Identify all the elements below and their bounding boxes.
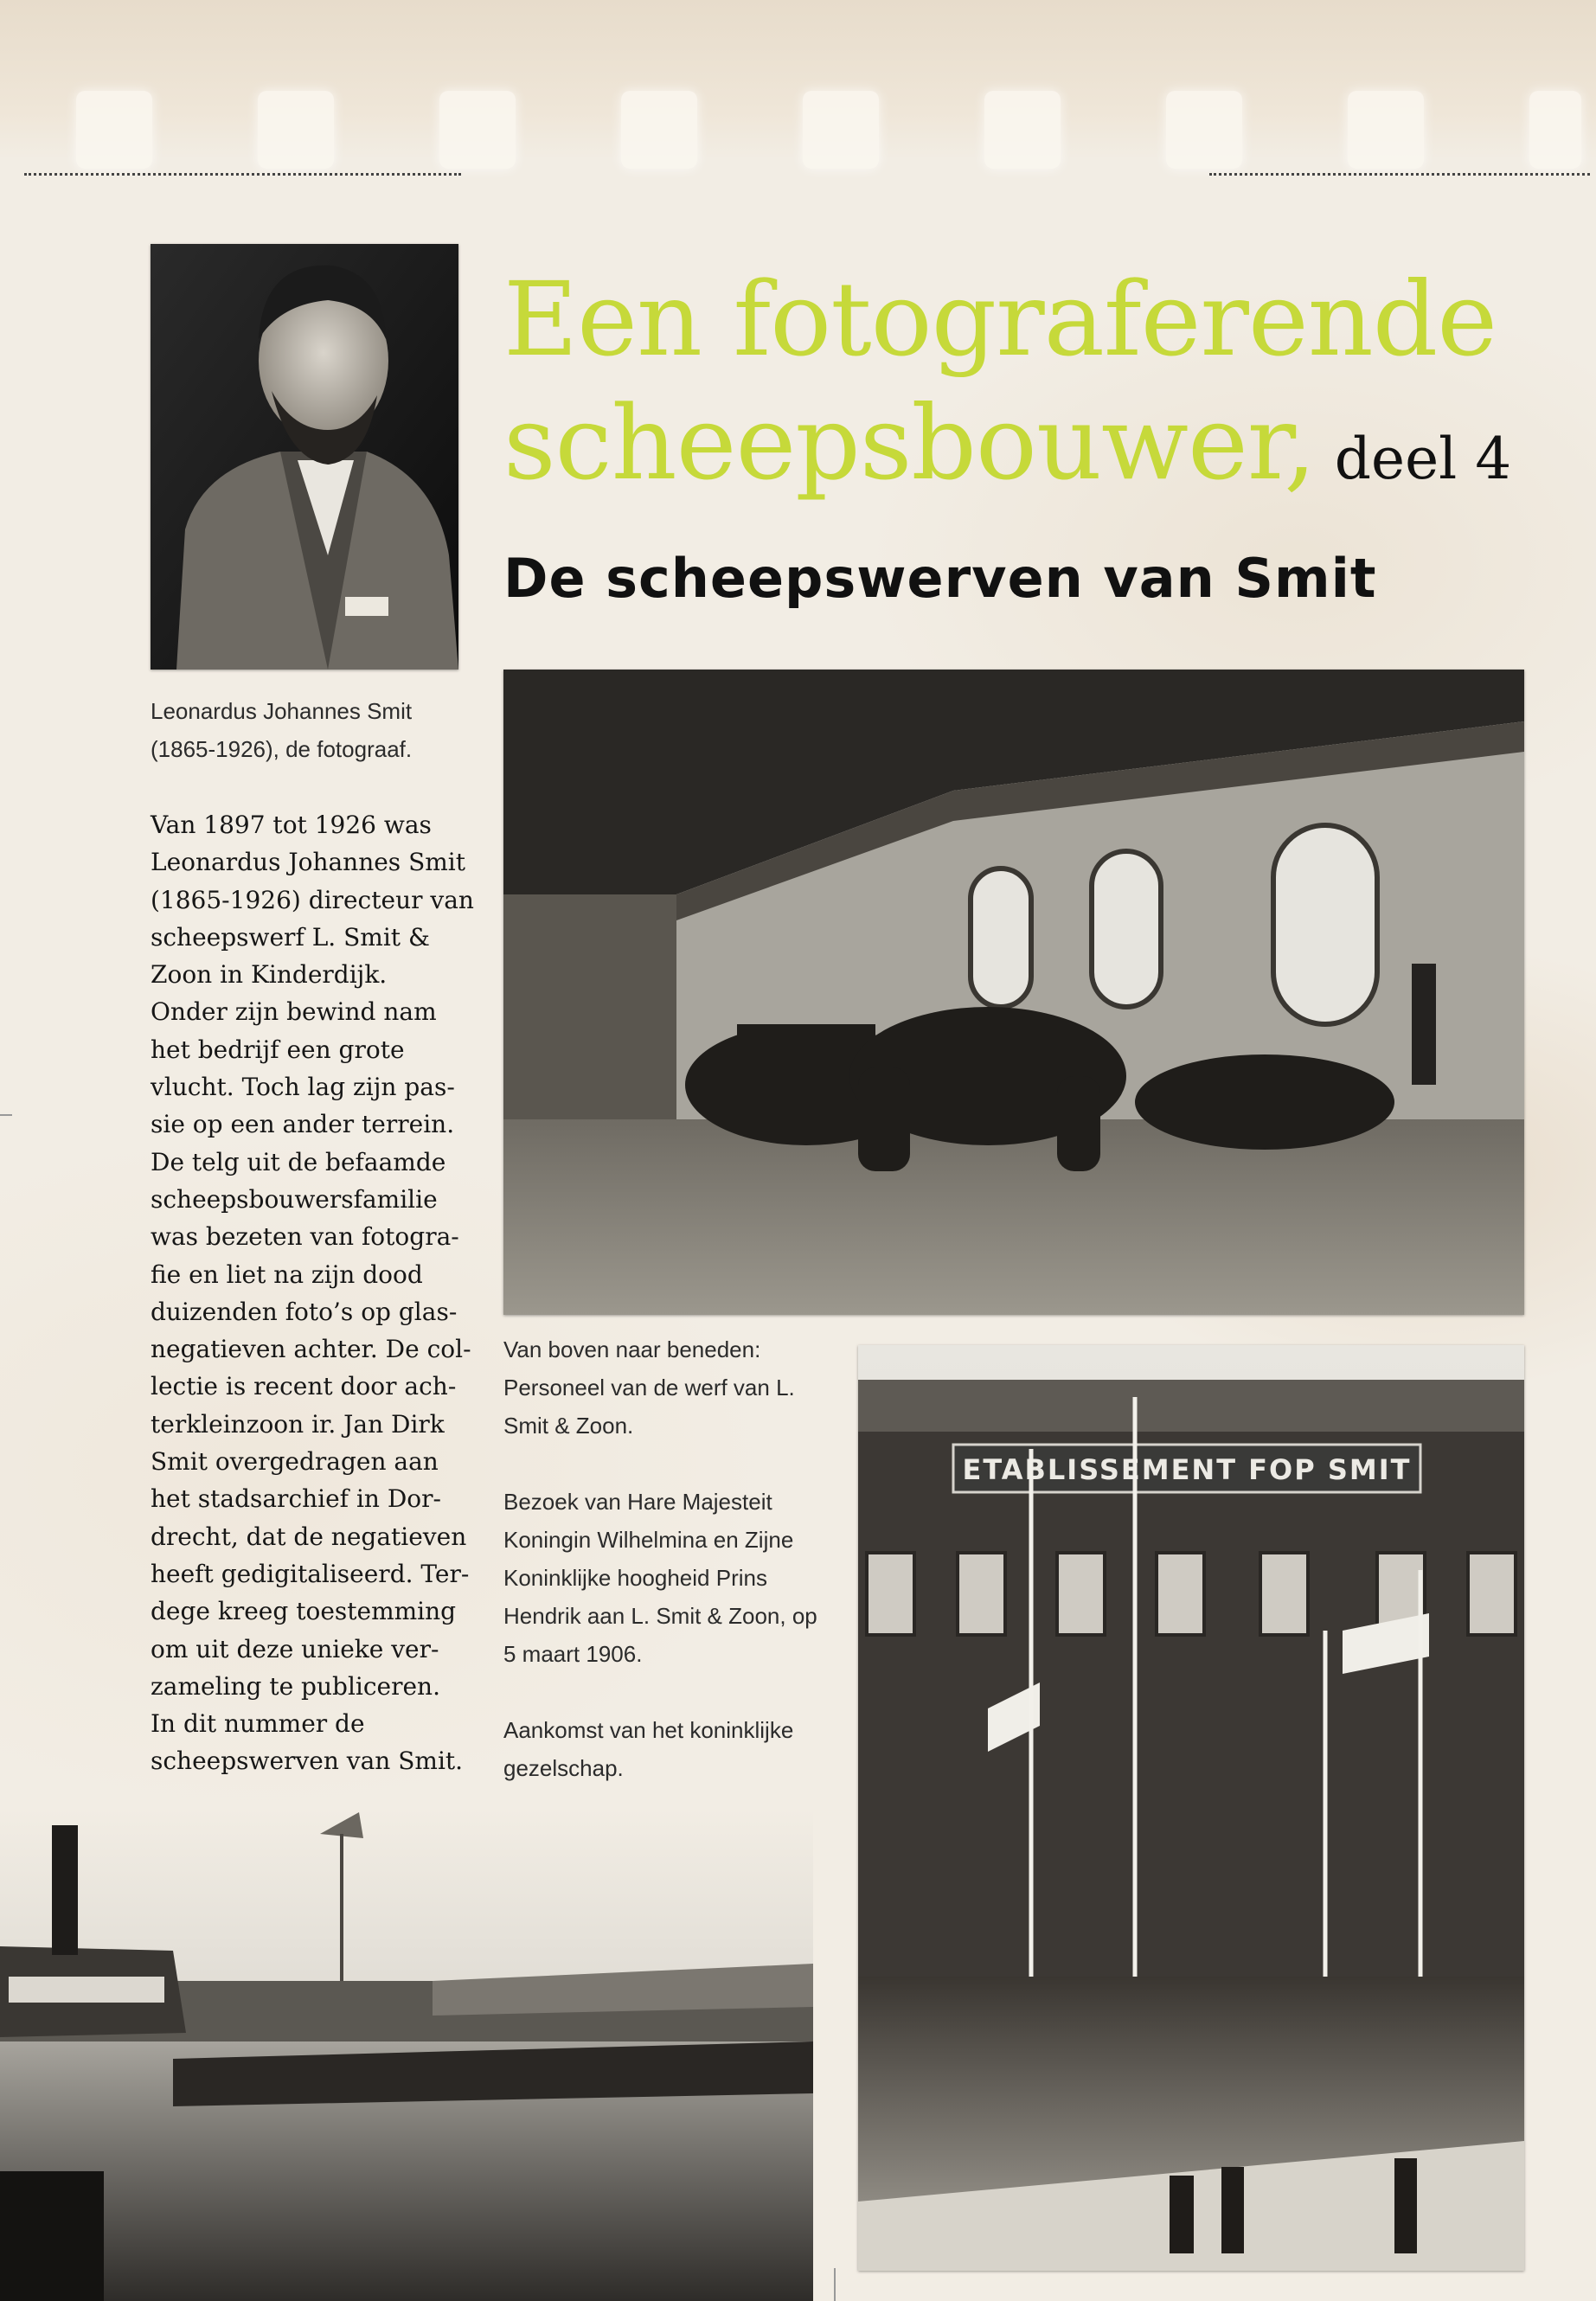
film-perforation <box>1529 91 1581 169</box>
body-line: dege kreeg toestemming <box>151 1597 457 1626</box>
body-line: (1865-1926) directeur van <box>151 885 474 914</box>
body-line: drecht, dat de negatieven <box>151 1522 467 1551</box>
body-line: fie en liet na zijn dood <box>151 1259 423 1289</box>
body-line: Zoon in Kinderdijk. <box>151 960 388 990</box>
film-perforation <box>1166 91 1242 169</box>
caption-line: Koningin Wilhelmina en Zijne <box>503 1527 794 1553</box>
body-line: Van 1897 tot 1926 was <box>151 811 432 839</box>
caption-line: Koninklijke hoogheid Prins <box>503 1565 767 1591</box>
harbour-image <box>0 1808 813 2301</box>
title-line-2: scheepsbouwer, <box>503 383 1316 503</box>
body-line: scheepswerven van Smit. <box>151 1747 464 1776</box>
dotted-rule-right <box>1209 173 1590 176</box>
body-line: Smit overgedragen aan <box>151 1447 439 1477</box>
portrait-image <box>151 244 458 670</box>
body-line: duizenden foto’s op glas- <box>151 1297 458 1326</box>
body-line: Onder zijn bewind nam <box>151 997 437 1027</box>
body-line: heeft gedigitaliseerd. Ter- <box>151 1559 470 1588</box>
film-perforation <box>76 91 152 169</box>
body-line: terkleinzoon ir. Jan Dirk <box>151 1409 445 1439</box>
body-line: De telg uit de befaamde <box>151 1147 446 1176</box>
caption-line: 5 maart 1906. <box>503 1641 643 1667</box>
film-perforation <box>984 91 1061 169</box>
film-perforation <box>439 91 516 169</box>
caption-line: Personeel van de werf van L. <box>503 1375 795 1400</box>
portrait-caption <box>151 692 497 768</box>
photo-captions <box>503 1330 867 1825</box>
film-perforation <box>803 91 879 169</box>
caption-line: Hendrik aan L. Smit & Zoon, op <box>503 1603 817 1629</box>
harbour-photo <box>0 1808 813 2301</box>
title-part-number: deel 4 <box>1334 426 1512 492</box>
caption-block-3 <box>503 1711 867 1787</box>
body-line: het bedrijf een grote <box>151 1035 405 1064</box>
royal-visit-photo <box>858 1345 1524 2271</box>
caption-block-1 <box>503 1330 867 1445</box>
royal-visit-image <box>858 1345 1524 2271</box>
caption-line: Smit & Zoon. <box>503 1413 634 1439</box>
body-line: om uit deze unieke ver- <box>151 1634 439 1663</box>
crop-mark <box>834 2268 836 2301</box>
caption-block-2 <box>503 1483 867 1673</box>
caption-line: Bezoek van Hare Majesteit <box>503 1489 772 1515</box>
shipyard-staff-image <box>503 670 1524 1315</box>
film-perforation <box>1348 91 1424 169</box>
body-line: was bezeten van fotogra- <box>151 1222 459 1252</box>
article-subtitle: De scheepswerven van Smit <box>503 547 1377 610</box>
film-perforation <box>621 91 697 169</box>
body-line: Leonardus Johannes Smit <box>151 848 466 877</box>
caption-line: Van boven naar beneden: <box>503 1336 761 1362</box>
portrait-photo <box>151 244 458 670</box>
body-line: scheepswerf L. Smit & <box>151 922 430 952</box>
building-sign-text: ETABLISSEMENT FOP SMIT <box>962 1453 1412 1486</box>
body-line: zameling te publiceren. <box>151 1671 440 1701</box>
caption-line: Aankomst van het koninklijke <box>503 1717 794 1743</box>
body-line: vlucht. Toch lag zijn pas- <box>151 1073 455 1102</box>
body-line: lectie is recent door ach- <box>151 1372 457 1401</box>
body-line: sie op een ander terrein. <box>151 1110 455 1139</box>
portrait-caption-line: (1865-1926), de fotograaf. <box>151 736 413 762</box>
body-text <box>151 806 497 1780</box>
crop-mark <box>0 1114 12 1116</box>
caption-line: gezelschap. <box>503 1755 624 1781</box>
dotted-rule-left <box>24 173 461 176</box>
body-line: negatieven achter. De col- <box>151 1335 471 1364</box>
body-line: het stadsarchief in Dor- <box>151 1484 441 1514</box>
film-strip-header <box>0 0 1596 160</box>
title-line-1: Een fotograferende <box>503 260 1497 379</box>
article-title <box>503 258 1576 521</box>
body-line: scheepsbouwersfamilie <box>151 1184 438 1214</box>
shipyard-staff-photo <box>503 670 1524 1315</box>
film-perforation <box>258 91 334 169</box>
body-line: In dit nummer de <box>151 1709 365 1739</box>
portrait-caption-line: Leonardus Johannes Smit <box>151 698 413 724</box>
